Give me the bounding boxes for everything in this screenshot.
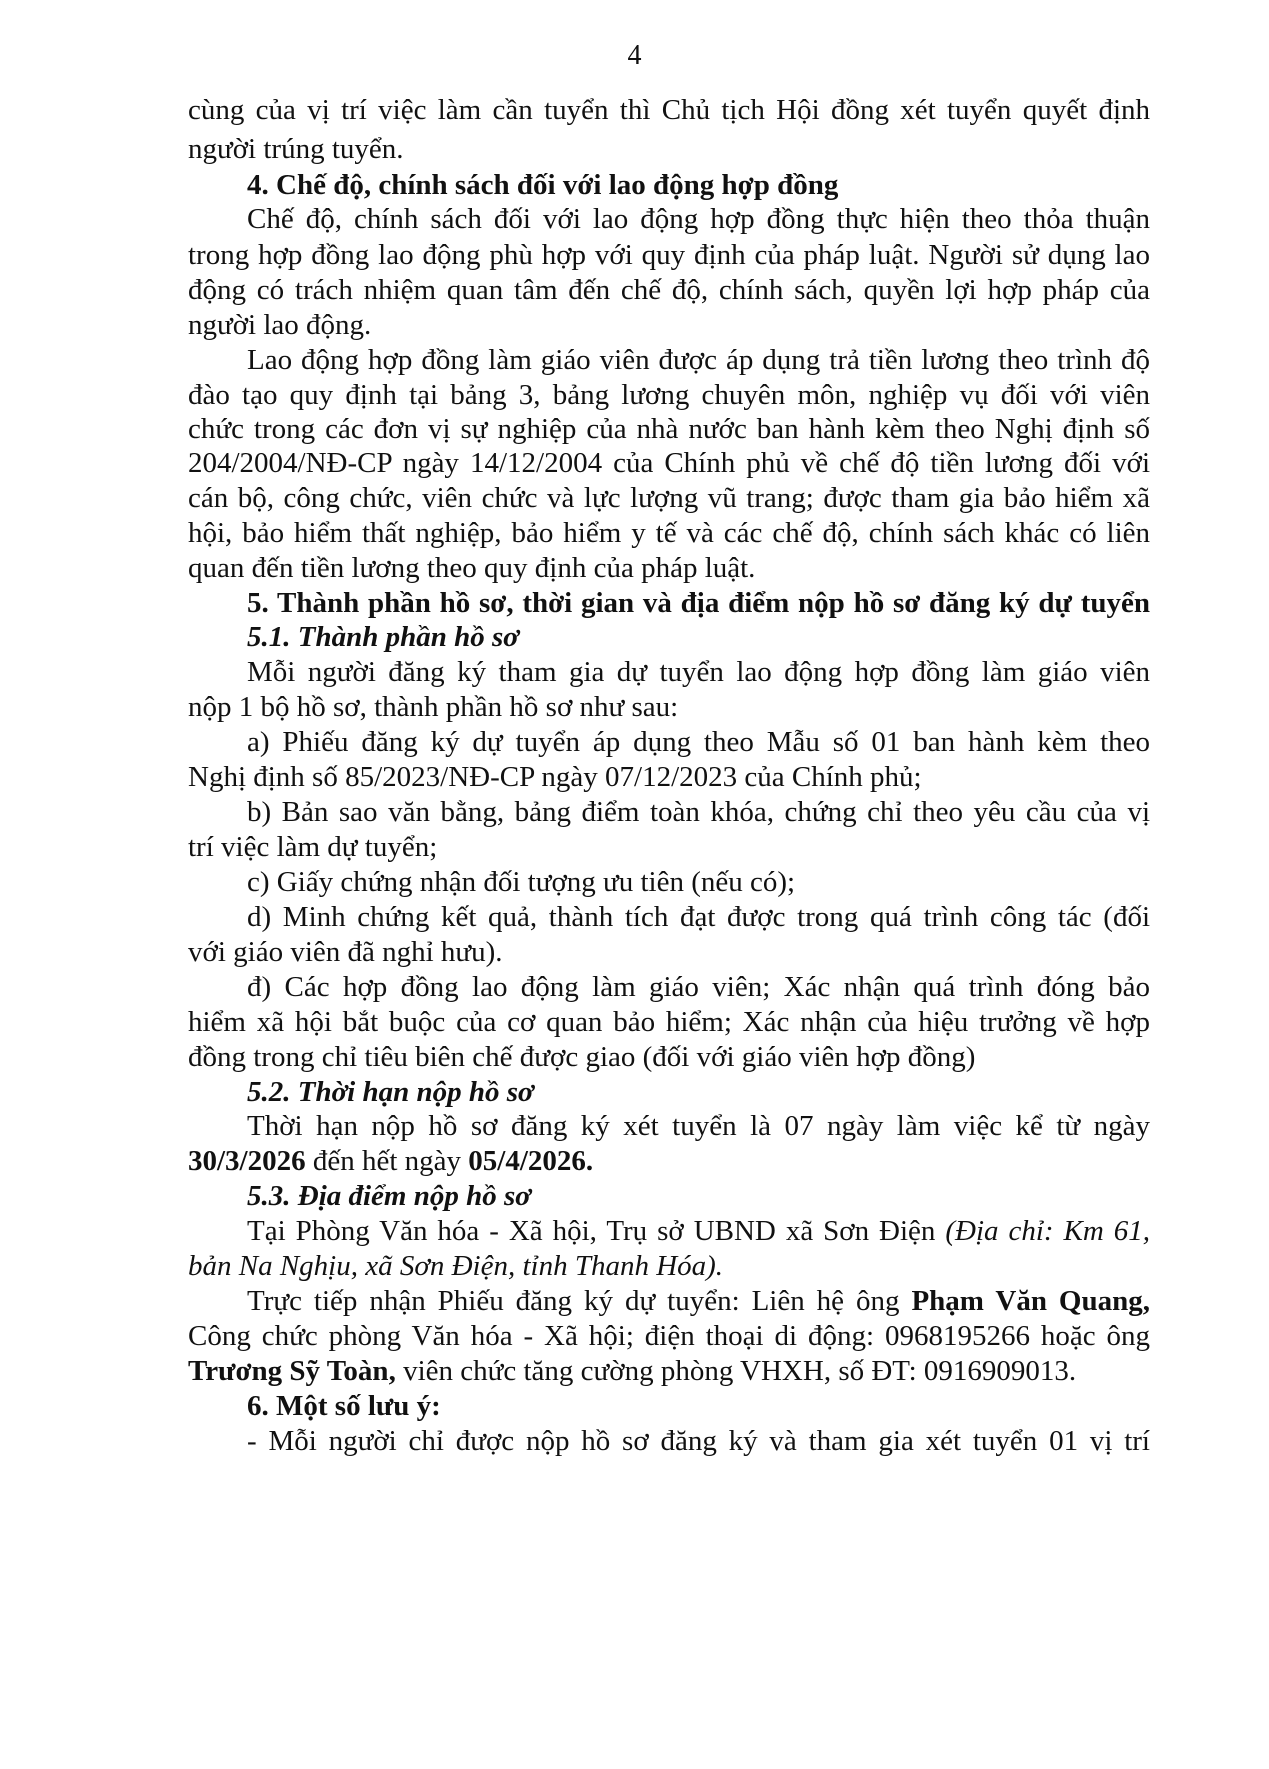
list-item-dd: đ) Các hợp đồng lao động làm giáo viên; Xác nhận quá trình đóng bảo	[247, 971, 1150, 1003]
text-line: Lao động hợp đồng làm giáo viên được áp dụng trả tiền lương theo trình độ	[247, 344, 1150, 376]
text-line: hội, bảo hiểm thất nghiệp, bảo hiểm y tế và các chế độ, chính sách khác có liên	[188, 517, 1150, 549]
text-line: hiểm xã hội bắt buộc của cơ quan bảo hiểm; Xác nhận của hiệu trưởng về hợp	[188, 1006, 1150, 1038]
subsection-heading-5-3: 5.3. Địa điểm nộp hồ sơ	[247, 1180, 531, 1212]
page-number: 4	[627, 40, 642, 71]
text-span: đến hết ngày	[305, 1145, 469, 1177]
text-line: người trúng tuyển.	[188, 133, 404, 165]
section-heading-5: 5. Thành phần hồ sơ, thời gian và địa điểm nộp hồ sơ đăng ký dự tuyển	[247, 587, 1150, 619]
text-span: viên chức tăng cường phòng VHXH, số ĐT: 0916909013.	[395, 1355, 1077, 1387]
text-span: Tại Phòng Văn hóa - Xã hội, Trụ sở UBND xã Sơn Điện	[247, 1215, 946, 1247]
text-line: Thời hạn nộp hồ sơ đăng ký xét tuyển là 07 ngày làm việc kể từ ngày	[247, 1110, 1150, 1142]
text-line: đồng trong chỉ tiêu biên chế được giao (đối với giáo viên hợp đồng)	[188, 1041, 976, 1073]
subsection-heading-5-2: 5.2. Thời hạn nộp hồ sơ	[247, 1076, 534, 1108]
text-line: Công chức phòng Văn hóa - Xã hội; điện thoại di động: 0968195266 hoặc ông	[188, 1320, 1150, 1352]
contact-line-2	[188, 1352, 1150, 1391]
section-heading-4: 4. Chế độ, chính sách đối với lao động hợp đồng	[247, 169, 839, 201]
text-line: cùng của vị trí việc làm cần tuyển thì Chủ tịch Hội đồng xét tuyển quyết định	[188, 94, 1150, 126]
contact-name-1: Phạm Văn Quang,	[911, 1285, 1150, 1317]
end-date: 05/4/2026.	[468, 1145, 594, 1177]
text-line: trong hợp đồng lao động phù hợp với quy định của pháp luật. Người sử dụng lao	[188, 239, 1150, 271]
text-line: động có trách nhiệm quan tâm đến chế độ, chính sách, quyền lợi hợp pháp của	[188, 274, 1150, 306]
contact-line	[247, 1282, 1150, 1321]
list-item-d: d) Minh chứng kết quả, thành tích đạt được trong quá trình công tác (đối	[247, 901, 1150, 933]
address-italic: (Địa chỉ: Km 61,	[945, 1215, 1150, 1247]
text-line: Mỗi người đăng ký tham gia dự tuyển lao động hợp đồng làm giáo viên	[247, 656, 1150, 688]
deadline-line	[188, 1142, 1150, 1181]
text-line: trí việc làm dự tuyển;	[188, 831, 438, 863]
text-line: với giáo viên đã nghỉ hưu).	[188, 936, 503, 968]
text-line: Chế độ, chính sách đối với lao động hợp đồng thực hiện theo thỏa thuận	[247, 203, 1150, 235]
list-item-a: a) Phiếu đăng ký dự tuyển áp dụng theo Mẫu số 01 ban hành kèm theo	[247, 726, 1150, 758]
text-span: Trực tiếp nhận Phiếu đăng ký dự tuyển: Liên hệ ông	[247, 1285, 912, 1317]
address-italic-line: bản Na Nghịu, xã Sơn Điện, tỉnh Thanh Hóa).	[188, 1250, 724, 1282]
start-date: 30/3/2026	[188, 1145, 306, 1177]
text-line: - Mỗi người chỉ được nộp hồ sơ đăng ký và tham gia xét tuyển 01 vị trí	[247, 1425, 1150, 1457]
subsection-heading-5-1: 5.1. Thành phần hồ sơ	[247, 621, 519, 653]
list-item-c: c) Giấy chứng nhận đối tượng ưu tiên (nếu có);	[247, 866, 796, 898]
text-line: quan đến tiền lương theo quy định của pháp luật.	[188, 552, 756, 584]
text-line: chức trong các đơn vị sự nghiệp của nhà nước ban hành kèm theo Nghị định số	[188, 413, 1150, 445]
text-line: người lao động.	[188, 309, 372, 341]
list-item-b: b) Bản sao văn bằng, bảng điểm toàn khóa, chứng chỉ theo yêu cầu của vị	[247, 796, 1150, 828]
text-line: Nghị định số 85/2023/NĐ-CP ngày 07/12/2023 của Chính phủ;	[188, 761, 922, 793]
text-line: đào tạo quy định tại bảng 3, bảng lương chuyên môn, nghiệp vụ đối với viên	[188, 379, 1150, 411]
contact-name-2: Trương Sỹ Toàn,	[188, 1355, 396, 1387]
address-line	[247, 1212, 1150, 1251]
text-line: cán bộ, công chức, viên chức và lực lượng vũ trang; được tham gia bảo hiểm xã	[188, 482, 1150, 514]
text-line: 204/2004/NĐ-CP ngày 14/12/2004 của Chính phủ về chế độ tiền lương đối với	[188, 447, 1150, 479]
section-heading-6: 6. Một số lưu ý:	[247, 1390, 441, 1422]
text-line: nộp 1 bộ hồ sơ, thành phần hồ sơ như sau:	[188, 691, 679, 723]
